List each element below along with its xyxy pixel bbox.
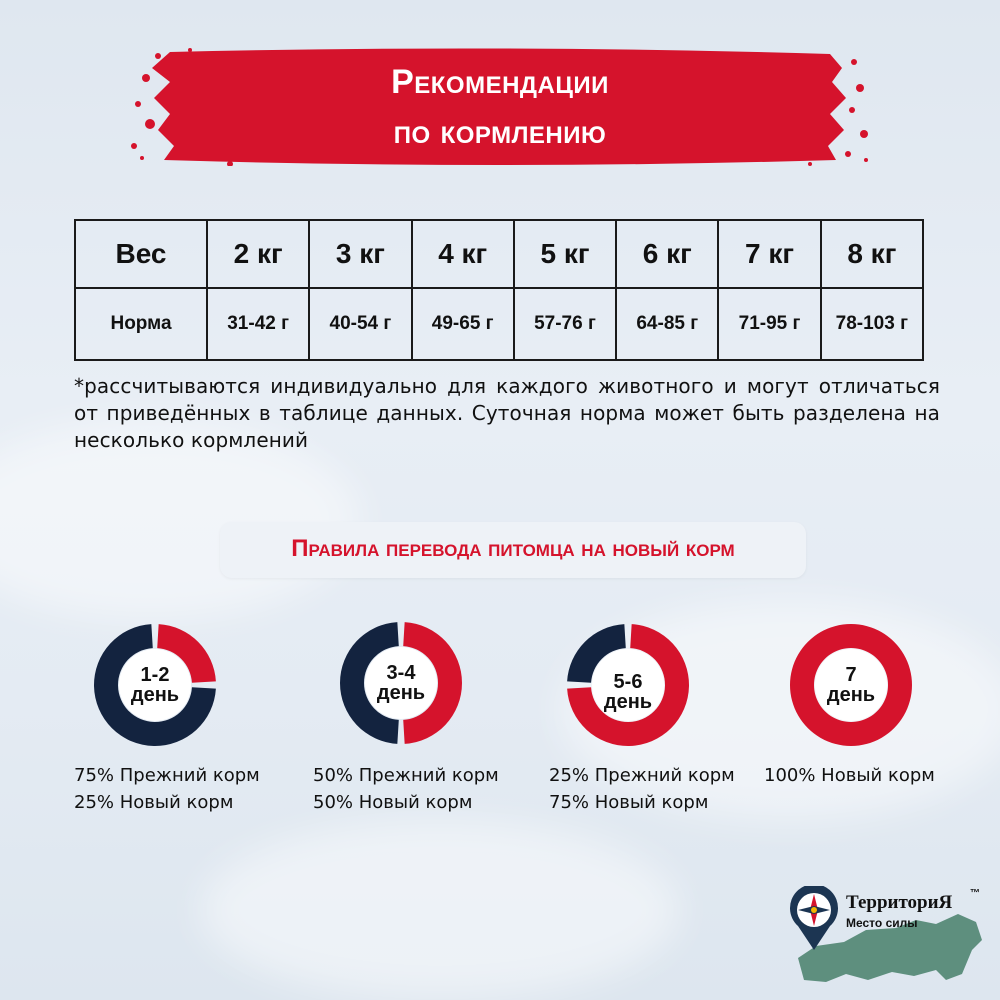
- weight-cell: 3 кг: [309, 220, 411, 288]
- stage-1-legend: [74, 762, 260, 816]
- stage-4-day-word: день: [826, 684, 876, 706]
- stage-2-donut: [338, 620, 464, 746]
- background-cloud: [200, 820, 680, 1000]
- stage-3-day-word: день: [603, 691, 653, 713]
- table-row-weight: [75, 220, 923, 288]
- stage-1-day-word: день: [130, 684, 180, 706]
- stage-4-donut: [788, 622, 914, 748]
- stage-4-new-text: 100% Новый корм: [764, 765, 935, 786]
- stage-1-new-text: 25% Новый корм: [74, 792, 234, 813]
- logo-trademark: ™: [970, 888, 980, 899]
- weight-cell: 2 кг: [207, 220, 309, 288]
- weight-cell: 8 кг: [821, 220, 923, 288]
- title-line-1: Рекомендации: [391, 63, 609, 101]
- stage-1-old-text: 75% Прежний корм: [74, 765, 260, 786]
- weight-cell: 6 кг: [616, 220, 718, 288]
- compass-pin-icon: [788, 886, 840, 952]
- stage-1-donut: [92, 622, 218, 748]
- stage-2-days: 3-4: [386, 662, 416, 684]
- norm-cell: 64-85 г: [616, 288, 718, 360]
- stage-3-new-text: 75% Новый корм: [549, 792, 709, 813]
- norm-cell: 57-76 г: [514, 288, 616, 360]
- weight-cell: 5 кг: [514, 220, 616, 288]
- stage-3-days: 5-6: [613, 671, 643, 693]
- stage-2-old-text: 50% Прежний корм: [313, 765, 499, 786]
- rules-title-pill: [220, 522, 806, 578]
- stage-2-day-word: день: [376, 682, 426, 704]
- stage-2-new-text: 50% Новый корм: [313, 792, 473, 813]
- title-line-2: по кормлению: [393, 113, 607, 151]
- stage-2-legend: [313, 762, 499, 816]
- logo-subtitle: Место силы: [846, 916, 918, 930]
- norm-cell: 71-95 г: [718, 288, 820, 360]
- feeding-table: [74, 219, 924, 361]
- rules-title: Правила перевода питомца на новый корм: [291, 535, 735, 562]
- logo-name: ТерриториЯ: [846, 892, 953, 913]
- weight-cell: 7 кг: [718, 220, 820, 288]
- stage-3-old-text: 25% Прежний корм: [549, 765, 735, 786]
- weight-cell: 4 кг: [412, 220, 514, 288]
- norm-cell: 31-42 г: [207, 288, 309, 360]
- stage-4-legend: [764, 762, 935, 789]
- header-banner: [130, 48, 870, 166]
- stage-4-days: 7: [845, 664, 857, 686]
- brand-logo: [786, 884, 986, 988]
- norm-cell: 40-54 г: [309, 288, 411, 360]
- norm-cell: 49-65 г: [412, 288, 514, 360]
- norm-cell: 78-103 г: [821, 288, 923, 360]
- row-label-norm: Норма: [75, 288, 207, 360]
- stage-3-donut: [565, 622, 691, 748]
- footnote: *рассчитываются индивидуально для каждого животного и могут отличаться от приведённых в таблице данных. Суточная норма может быть разделена на несколько кормлений: [74, 374, 940, 452]
- row-label-weight: Вес: [75, 220, 207, 288]
- stage-1-days: 1-2: [140, 664, 170, 686]
- stage-3-legend: [549, 762, 735, 816]
- table-row-norm: [75, 288, 923, 360]
